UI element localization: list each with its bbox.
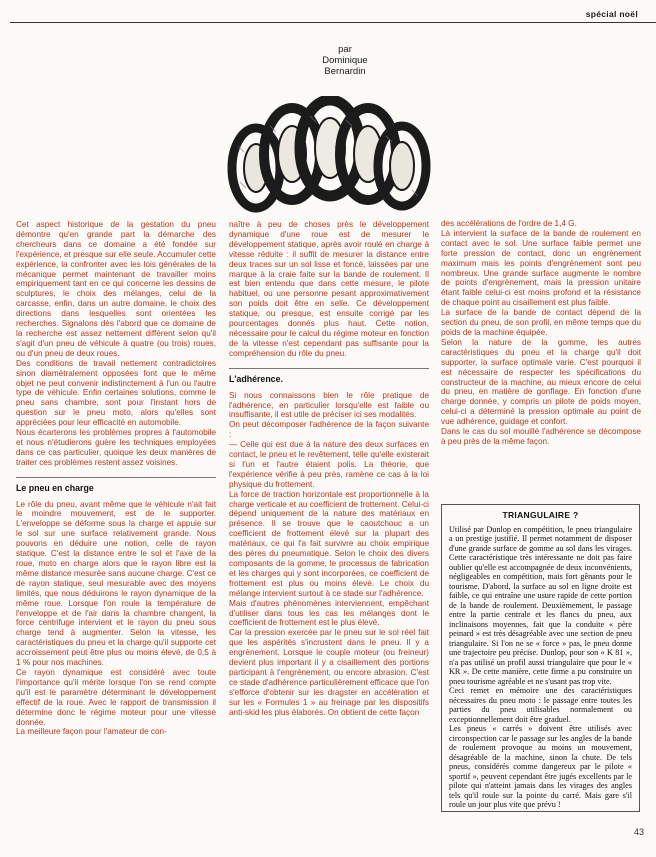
byline [300,44,390,77]
column-2 [229,220,429,718]
paragraph: Si nous connaissons bien le rôle pratique de l'adhérence, en particulier lorsqu'elle est faible ou insuffisante, il est utile de préciser ici ses modalités. [229,390,429,420]
byline-par: par [338,44,352,55]
paragraph: Car la pression exercée par le pneu sur le sol réel fait que les aspérités s'incrustent dans le pneu. Il y a engrènement. Lorsque le couple moteur (ou freineur) devient plus important il y a cisaillement des portions participant à l'engrènement, ou encore abrasion. C'est ce stade d'adhérence particulièrement efficace que l'on s'efforce d'obtenir sur les dragster en accélération et sur les « Formules 1 » au freinage par les dispositifs anti-skid les plus élaborés. On obtient de cette façon [229,628,429,717]
byline-first-name: Dominique [322,55,368,66]
paragraph: Selon la nature de la gomme, les autres caractéristiques du pneu et la charge qu'il doit supporter, la surface optimale varie. C'est pourquoi il est nécessaire de respecter les spécifications du constructeur de la machine, au mieux encore de celui du pneu, en matière de gonflage. En fonction d'une charge donnée, y compris un pilote de poids moyen, celui-ci a déterminé la pression optimale au point de vue adhérence, guidage et confort. [441,337,641,427]
column-1 [16,220,216,737]
paragraph: Ce rayon dynamique est considéré avec toute l'importance qu'il mérite lorsque l'on se rend compte qu'il est le paramètre déterminant le développement effectif de la roue. Avec le rapport de transmission il détermine donc le régime moteur pour une vitesse donnée. [16,667,216,727]
paragraph: naître à peu de choses près le développement dynamique d'une roue est de mesurer le développement statique, après avoir roulé en charge à vitesse réduite : il suffit de mesurer la distance entre deux traces sur un sol lisse et foncé, laissées par une marque à la craie faite sur la bande de roulement. Il est bien entendu que dans cette mesure, le pilote habituel, ou une personne pesant approximativement son poids doit être en selle. Ce développement statique, ou presque, est ensuite corrigé par les pourcentages donnés plus haut. Cette notion, nécessaire pour le calcul du régime moteur en fonction de la vitesse n'est cependant pas suffisante pour la compréhension du rôle du pneu. [229,220,429,358]
paragraph: des accélérations de l'ordre de 1,4 G. [441,219,577,228]
paragraph: Utilisé par Dunlop en compétition, le pneu triangulaire a un prestige justifié. Il permet notamment de disposer d'une grande surface de gomme au sol dans les virages. Cette caractéristique très intéressante ne doit pas faire oublier qu'elle est accompagnée de deux inconvénients, négligeables en compétition, mais fort gênants pour le tourisme. D'abord, la surface au sol en ligne droite est faible, ce qui entraîne une usure rapide de cette portion de la bande de roulement. Deuxièmement, le passage entre la partie centrale et les flancs du pneu, aux inclinaisons moyennes, fait que la conduite « père peinard » est très désagréable avec une section de pneu triangulaire. Si l'on ne se « force » pas, le pneu donne une trajectoire peu précise. Dunlop, pour son « K 81 », n'a pas utilisé un profil aussi triangulaire que pour le « KR ». De cette manière, cette firme a pu construire un pneu tourisme agréable et ne s'usant pas trop vite. [449,524,632,686]
paragraph: Nous écarterons les problèmes propres à l'automobile et nous n'étudierons guère les techniques employées dans ce cas particulier, quoique les deux manières de traiter ces problèmes restent assez voisines. [16,428,216,467]
header-rule [10,22,656,23]
paragraph: Les pneus « carrés » doivent être utilisés avec circonspection car le passage sur les angles de la bande de roulement provoque au moins un mouvement, désagréable de la machine, sinon la chute. De tels pneus, considérés comme dangereux par le pilote « sportif », peuvent cependant être jugés excellents par le pilote qui n'atteint jamais dans les virages des angles tels qu'il roule sur la pointe du carré. Mais gare s'il roule un jour plus vite que prévu ! [449,724,632,809]
paragraph: Là intervient la surface de la bande de roulement en contact avec le sol. Une surface faible permet une forte pression de contact, donc un engrènement maximum mais les points d'engrènement sont peu nombreux. Une grande surface augmente le nombre de points d'engrènement, mais la pression unitaire étant faible celui-ci est moins profond et la résistance de chaque point au cisaillement est plus faible. [441,228,641,308]
paragraph: Mais d'autres phénomènes interviennent, empêchant d'utiliser dans tous les cas les mélanges dont le coefficient de frottement est le plus élevé. [229,598,429,628]
page-number: 43 [633,827,644,837]
paragraph: Dans le cas du sol mouillé l'adhérence se décompose à peu près de la même façon. [441,427,641,446]
paragraph: Ceci remet en mémoire une des caractéristiques nécessaires du pneu moto : le passage entre toutes les parties du pneu utilisables normalement ou exceptionnellement doit être graduel. [449,686,632,724]
sidebar-box-triangulaire [441,504,640,812]
subhead-pneu-en-charge: Le pneu en charge [16,477,216,494]
paragraph: La surface de la bande de contact dépend de la section du pneu, de son profil, en même temps que du poids de la machine équipée. [441,308,641,337]
column-3 [441,219,641,447]
paragraph: La meilleure façon pour l'amateur de con- [16,727,167,737]
paragraph: La force de traction horizontale est proportionnelle à la charge verticale et au coefficient de frottement. Celui-ci dépend uniquement de la nature des matériaux en présence. Il se trouve que le caoutchouc a un coefficient de frottement élevé sur la plupart des matériaux, ce qui l'a fait survivre au choix empirique des pères du pneumatique. Selon le choix des divers composants de la gomme, le processus de fabrication et les charges qui y sont incorporées, ce coefficient de frottement est plus ou moins élevé. Le choix du mélange intervient surtout à ce stade sur l'adhérence. [229,489,429,598]
byline-last-name: Bernardin [324,66,366,77]
box-title: TRIANGULAIRE ? [502,510,579,520]
paragraph: Des conditions de travail nettement contradictoires sinon diamétralement opposées font que le même objet ne peut convenir indistinctement à l'un ou l'autre type de véhicule. Enfin certaines solutions, comme le pneu sans chambre, sont pour l'instant hors de question sur le pneu moto, alors qu'elles sont appréciées pour leur efficacité en automobile. [16,358,216,428]
subhead-adherence: L'adhérence. [229,368,429,385]
paragraph: — Celle qui est due à la nature des deux surfaces en contact, le pneu et le revêtement, telle qu'elle existerait si l'un et l'autre étaient polis. La théorie, que l'expérience vérifie à peu près, ramène ce cas à la loi physique du frottement. [229,440,429,489]
paragraph: Le rôle du pneu, avant même que le véhicule n'ait fait le moindre mouvement, est de le supporter. L'enveloppe se déforme sous la charge et appuie sur le sol sur une surface relativement grande. Nous pouvons en déduire une notion, celle de rayon statique. C'est la distance entre le sol et l'axe de la roue, moto en charge alors que le rayon libre est la même distance mesurée sans aucune charge. C'est ce de rayon statique, seul mesurable avec des moyens limités, que nous déduirons le rayon dynamique de la même roue. Lorsque l'on roule la température de l'enveloppe et de l'air dans la chambre changent, la force centrifuge intervient et le rayon du pneu sous charge tend à augmenter. Selon la vitesse, les caractéristiques du pneu et la charge qu'il supporte cet accroissement peut être plus ou moins élevé, de 0,5 à 1 % pour nos machines. [16,499,216,668]
tyre-sculpture-icon [222,96,434,214]
paragraph: Cet aspect historique de la gestation du pneu démontre qu'en grande part la démarche des chercheurs dans ce domaine a été fondée sur l'expérience, et presque sur elle seule. Accumuler cette expérience, la confronter avec les lois générales de la mécanique permet maintenant de travailler moins empiriquement tant en ce qui concerne les dessins de sculptures, le choix des mélanges, celui de la carcasse, enfin, dans un autre domaine, le choix des directions dans lesquelles sont orientées les recherches. Signalons dès l'abord que ce domaine de la recherche est assez nettement différent selon qu'il s'agit d'un pneu de véhicule à quatre (ou trois) roues, ou d'un pneu de deux roues. [16,220,216,358]
paragraph: On peut décomposer l'adhérence de la façon suivante : [229,420,429,440]
section-tag: spécial noël [582,9,642,19]
